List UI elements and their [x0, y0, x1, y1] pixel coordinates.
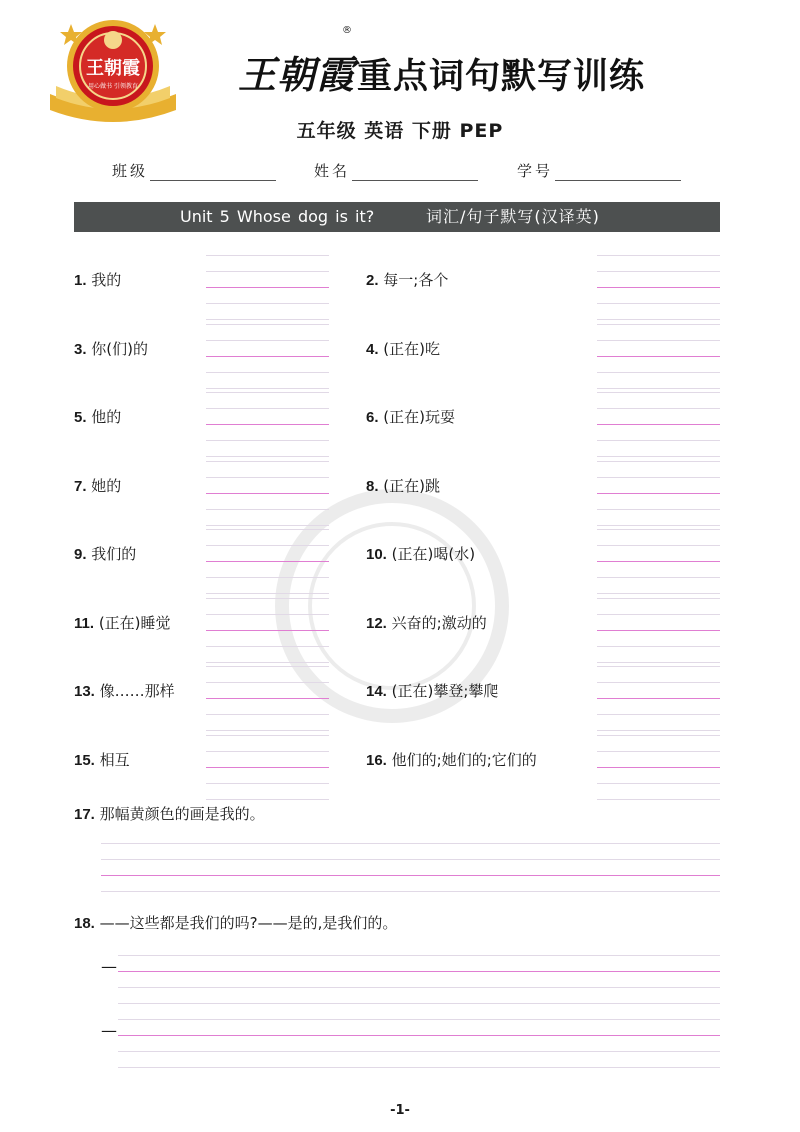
answer-lines-14[interactable] — [597, 680, 720, 730]
answer-lines-11[interactable] — [206, 612, 329, 662]
vocab-text: 他的 — [91, 408, 122, 426]
vocab-text: 你(们)的 — [91, 339, 149, 358]
vocab-number: 4. — [366, 340, 379, 358]
answer-lines-10[interactable] — [597, 543, 720, 593]
vocab-item-12 — [366, 612, 487, 633]
student-number-field — [517, 160, 681, 181]
vocab-number: 15. — [74, 751, 95, 769]
vocab-item-6 — [366, 406, 455, 427]
sentence-text: 那幅黄颜色的画是我的。 — [99, 805, 265, 823]
title-rest: 重点词句默写训练 — [357, 57, 646, 97]
vocab-text: 像……那样 — [99, 682, 175, 700]
vocab-item-3 — [74, 338, 148, 359]
vocab-number: 9. — [74, 546, 87, 563]
vocab-number: 10. — [366, 546, 387, 563]
answer-lines-18a[interactable] — [118, 955, 720, 1005]
vocab-text: (正在)吃 — [383, 339, 441, 358]
section-banner — [74, 202, 720, 232]
class-field — [112, 160, 276, 181]
answer-lines-17[interactable] — [101, 843, 720, 893]
vocab-text: (正在)睡觉 — [98, 613, 171, 632]
unit-title: Unit 5 Whose dog is it? — [180, 207, 375, 226]
subtitle: 五年级 英语 下册 PEP — [296, 120, 504, 142]
section-title: 词汇/句子默写(汉译英) — [426, 207, 600, 226]
vocab-number: 16. — [366, 751, 387, 769]
brand-logo — [46, 14, 180, 128]
vocab-number: 13. — [74, 683, 95, 700]
vocab-text: 我们的 — [91, 545, 137, 563]
answer-lines-3[interactable] — [206, 338, 329, 388]
answer-lines-13[interactable] — [206, 680, 329, 730]
answer-lines-18b[interactable] — [118, 1019, 720, 1069]
vocab-number: 11. — [74, 614, 95, 632]
answer-lines-2[interactable] — [597, 269, 720, 319]
vocab-item-2 — [366, 269, 448, 290]
vocab-item-10 — [366, 543, 475, 564]
answer-lines-6[interactable] — [597, 406, 720, 456]
vocab-text: (正在)喝(水) — [391, 545, 476, 563]
vocab-text: 兴奋的;激动的 — [391, 613, 487, 632]
vocab-number: 2. — [366, 272, 379, 289]
answer-lines-1[interactable] — [206, 269, 329, 319]
vocab-number: 12. — [366, 614, 387, 632]
sentence-text: ——这些都是我们的吗?——是的,是我们的。 — [99, 914, 398, 932]
page-number: -1- — [390, 1103, 410, 1118]
answer-lines-5[interactable] — [206, 406, 329, 456]
sentence-item-18 — [74, 912, 397, 933]
vocab-text: 相互 — [99, 750, 130, 769]
title-brand: 王朝霞 — [238, 52, 356, 97]
vocab-number: 7. — [74, 477, 87, 495]
sentence-number: 18. — [74, 915, 95, 932]
vocab-item-14 — [366, 680, 498, 701]
vocab-text: (正在)跳 — [383, 476, 441, 495]
vocab-text: (正在)玩耍 — [383, 408, 456, 426]
vocab-item-16 — [366, 749, 537, 770]
vocab-text: (正在)攀登;攀爬 — [391, 682, 499, 700]
vocab-number: 5. — [74, 409, 87, 426]
answer-lines-12[interactable] — [597, 612, 720, 662]
vocab-item-9 — [74, 543, 136, 564]
answer-lines-7[interactable] — [206, 475, 329, 525]
vocab-item-8 — [366, 475, 440, 496]
vocab-text: 每一;各个 — [383, 271, 449, 289]
vocab-text: 我的 — [91, 271, 122, 289]
class-input-line[interactable] — [150, 162, 276, 181]
answer-dash-1: — — [101, 957, 117, 976]
name-label: 姓名 — [314, 162, 351, 180]
answer-lines-16[interactable] — [597, 749, 720, 799]
sentence-item-17 — [74, 803, 265, 824]
logo-slogan: 用心做书 引领教育 — [88, 83, 138, 90]
registered-mark: ® — [342, 25, 352, 36]
vocab-number: 3. — [74, 340, 87, 358]
answer-lines-9[interactable] — [206, 543, 329, 593]
name-field — [314, 160, 478, 181]
student-number-label: 学号 — [517, 162, 554, 180]
logo-text: 王朝霞 — [86, 58, 140, 79]
vocab-text: 她的 — [91, 476, 122, 495]
vocab-item-13 — [74, 680, 175, 701]
vocab-number: 8. — [366, 477, 379, 495]
class-label: 班级 — [112, 162, 149, 180]
answer-dash-2: — — [101, 1021, 117, 1040]
vocab-number: 1. — [74, 272, 87, 289]
name-input-line[interactable] — [352, 162, 478, 181]
answer-lines-15[interactable] — [206, 749, 329, 799]
sentence-number: 17. — [74, 806, 95, 823]
vocab-text: 他们的;她们的;它们的 — [391, 750, 537, 769]
student-number-input-line[interactable] — [555, 162, 681, 181]
vocab-number: 14. — [366, 683, 387, 700]
vocab-item-11 — [74, 612, 171, 633]
answer-lines-4[interactable] — [597, 338, 720, 388]
vocab-item-5 — [74, 406, 121, 427]
page-title — [238, 44, 645, 99]
vocab-item-4 — [366, 338, 440, 359]
vocab-item-7 — [74, 475, 121, 496]
answer-lines-8[interactable] — [597, 475, 720, 525]
vocab-number: 6. — [366, 409, 379, 426]
vocab-item-15 — [74, 749, 130, 770]
vocab-item-1 — [74, 269, 121, 290]
